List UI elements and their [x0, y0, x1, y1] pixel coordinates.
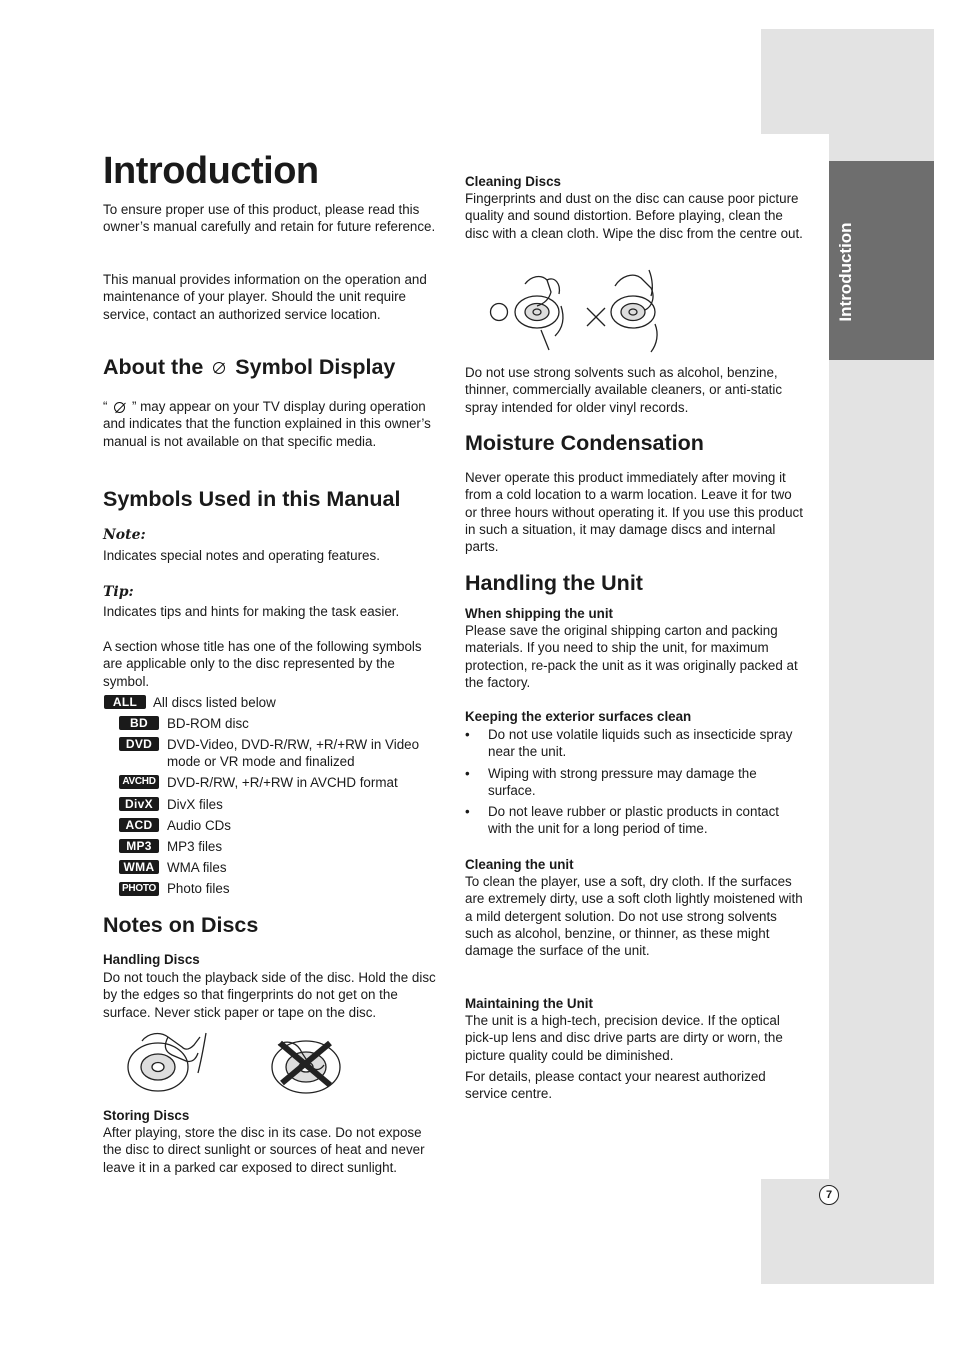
notes-on-discs-heading: Notes on Discs: [103, 913, 259, 937]
badge-acd: ACD: [119, 818, 159, 832]
about-symbol-body: ” may appear on your TV display during operation and indicates that the function explained in this owner’s manual is not available on that specific media.: [103, 399, 431, 449]
correct-hold-disc-icon: [128, 1033, 206, 1091]
badge-all: ALL: [104, 695, 146, 709]
badge-bd: BD: [119, 716, 159, 730]
badge-acd-label: Audio CDs: [167, 818, 232, 833]
incorrect-hold-disc-icon: [272, 1041, 340, 1093]
list-item: • Do not leave rubber or plastic products in contact with the unit for a long period of time.: [465, 803, 795, 838]
badge-dvd-label: DVD-Video, DVD-R/RW, +R/+RW in Video mode or VR mode and finalized: [167, 737, 420, 769]
quote-open: “: [103, 399, 108, 414]
badge-avchd-label: DVD-R/RW, +R/+RW in AVCHD format: [167, 775, 398, 790]
margin-band-bottom: [761, 1179, 934, 1284]
cleaning-unit-text: To clean the player, use a soft, dry cloth. If the surfaces are extremely dirty, use a soft cloth lightly moistened with a mild detergent solution. Do not use strong solvents such as alcohol, benzine, or thinner, as these might damage the surface of the unit.: [465, 874, 803, 959]
badge-divx: DivX: [119, 797, 159, 811]
shipping-subheading: When shipping the unit: [465, 606, 614, 621]
badge-divx-label: DivX files: [167, 797, 223, 812]
margin-band-top: [761, 29, 934, 134]
solvent-warning-text: Do not use strong solvents such as alcohol, benzine, thinner, commercially available cleaners, or anti-static spray intended for older vinyl records.: [465, 365, 783, 415]
invalid-symbol-icon: [114, 402, 125, 413]
cleaning-unit-subheading: Cleaning the unit: [465, 857, 574, 872]
handling-unit-heading: Handling the Unit: [465, 571, 643, 595]
cleaning-discs-subheading: Cleaning Discs: [465, 174, 561, 189]
badge-dvd: DVD: [119, 737, 159, 751]
badge-mp3: MP3: [119, 839, 159, 853]
exterior-subheading: Keeping the exterior surfaces clean: [465, 709, 692, 724]
badge-photo: PHOTO: [119, 882, 159, 896]
about-symbol-text: [103, 398, 438, 450]
note-text: Indicates special notes and operating features.: [103, 548, 380, 563]
cleaning-discs-text: Fingerprints and dust on the disc can cause poor picture quality and sound distortion. Before playing, clean the disc with a clean cloth. Wipe the disc from the centre out.: [465, 191, 803, 241]
handling-discs-subheading: Handling Discs: [103, 952, 200, 967]
handling-disc-illustration: [120, 1025, 350, 1097]
page-number: 7: [819, 1185, 839, 1205]
about-heading-pre: About the: [103, 355, 204, 379]
section-symbols-text: A section whose title has one of the following symbols are applicable only to the disc represented by the symbol.: [103, 639, 422, 689]
section-tab-label: Introduction: [836, 222, 855, 322]
handling-discs-text: Do not touch the playback side of the disc. Hold the disc by the edges so that fingerprints do not get on the surface. Never stick paper or tape on the disc.: [103, 970, 436, 1020]
cleaning-disc-illustration: [485, 266, 670, 354]
note-label: Note:: [103, 527, 146, 543]
symbols-heading: Symbols Used in this Manual: [103, 487, 401, 511]
badge-mp3-label: MP3 files: [167, 839, 223, 854]
maintaining-text: The unit is a high-tech, precision device. If the optical pick-up lens and disc drive parts are dirty or worn, the picture quality could be diminished.: [465, 1013, 783, 1063]
page-title: Introduction: [103, 150, 319, 192]
moisture-text: Never operate this product immediately after moving it from a cold location to a warm location. Leave it for two or three hours without operating it. If you use this product in such a situation, it may damage discs and internal parts.: [465, 470, 803, 555]
correct-wipe-icon: [491, 277, 564, 350]
maintaining-subheading: Maintaining the Unit: [465, 996, 593, 1011]
badge-all-label: All discs listed below: [153, 695, 276, 710]
badge-wma-label: WMA files: [167, 860, 227, 875]
badge-wma: WMA: [119, 860, 159, 874]
incorrect-wipe-icon: [587, 270, 657, 352]
invalid-symbol-icon: [213, 362, 225, 374]
badge-avchd: AVCHD: [119, 775, 159, 789]
shipping-text: Please save the original shipping carton and packing materials. If you need to ship the unit, for maximum protection, re-pack the unit as it was originally packed at the factory.: [465, 623, 798, 690]
exterior-bullet-list: [465, 726, 795, 842]
intro-paragraph-1: To ensure proper use of this product, please read this owner’s manual carefully and retain for future reference.: [103, 202, 436, 235]
tip-text: Indicates tips and hints for making the task easier.: [103, 604, 400, 619]
storing-discs-text: After playing, store the disc in its case. Do not expose the disc to direct sunlight or sources of heat and never leave it in a parked car exposed to direct sunlight.: [103, 1125, 425, 1175]
list-item: • Wiping with strong pressure may damage the surface.: [465, 765, 795, 800]
list-item: • Do not use volatile liquids such as insecticide spray near the unit.: [465, 726, 795, 761]
moisture-heading: Moisture Condensation: [465, 431, 704, 455]
badge-bd-label: BD-ROM disc: [167, 716, 249, 731]
badge-photo-label: Photo files: [167, 881, 230, 896]
details-text: For details, please contact your nearest authorized service centre.: [465, 1069, 766, 1102]
storing-discs-subheading: Storing Discs: [103, 1108, 190, 1123]
tip-label: Tip:: [103, 584, 134, 600]
intro-paragraph-2: This manual provides information on the operation and maintenance of your player. Should the unit require service, contact an authorized service location.: [103, 272, 427, 322]
about-symbol-heading: [103, 355, 395, 380]
about-heading-post: Symbol Display: [235, 355, 396, 379]
